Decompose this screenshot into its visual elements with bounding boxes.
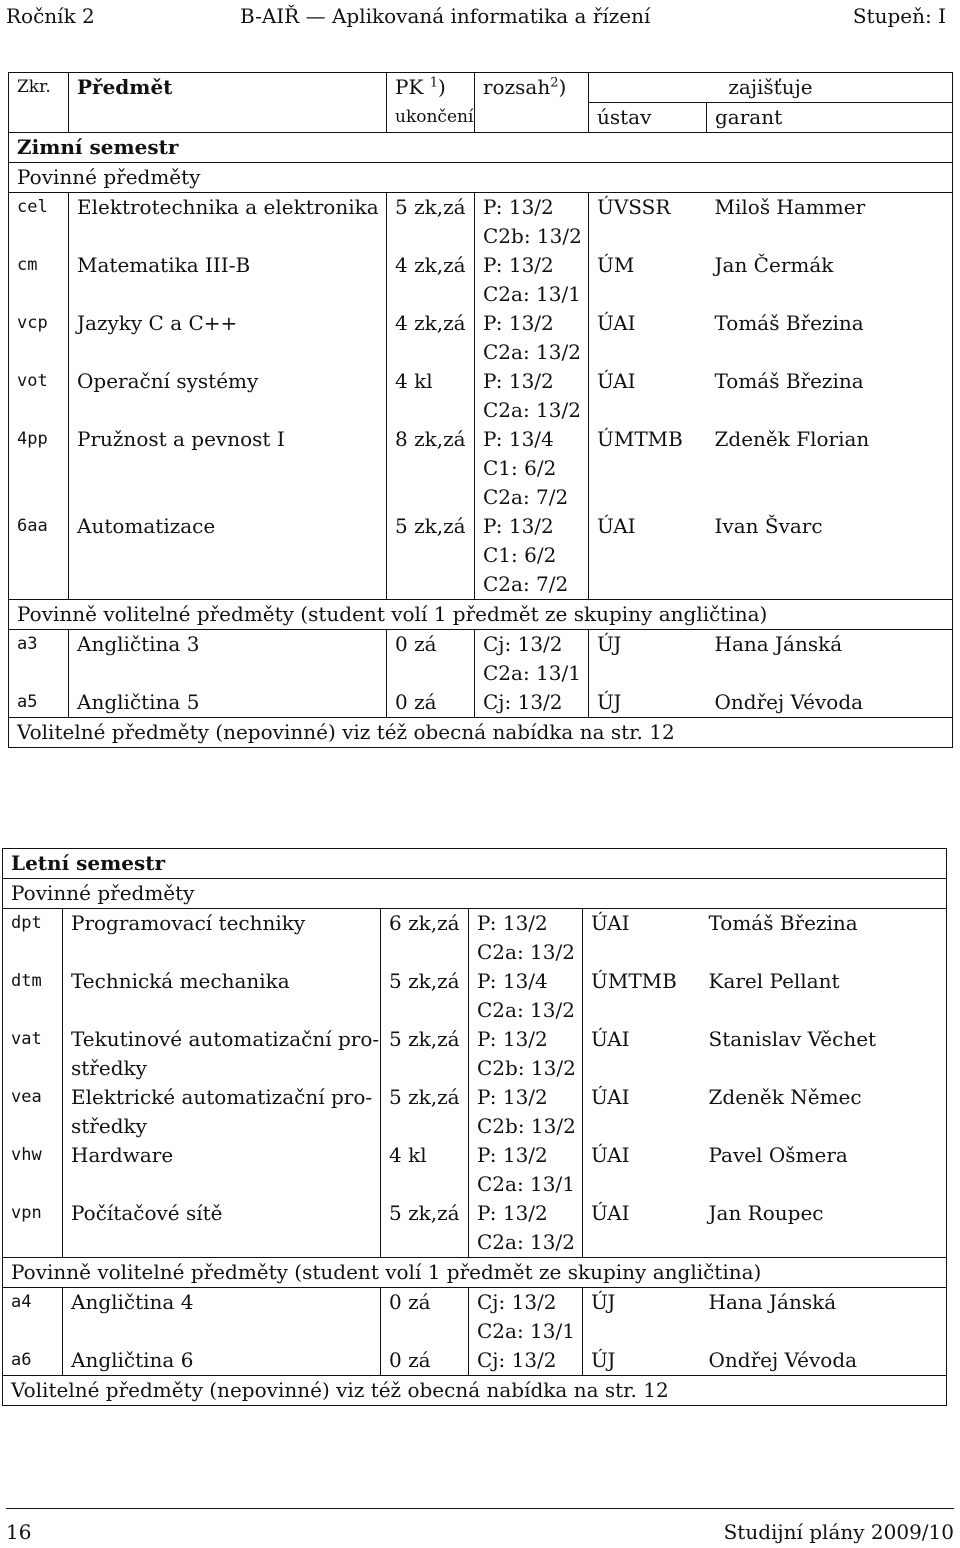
table-row	[9, 541, 953, 570]
course-ustav: ÚVSSR	[589, 193, 707, 223]
course-code-empty	[3, 938, 63, 967]
header-degree: Stupeň: I	[852, 4, 946, 28]
course-name: Tekutinové automatizační pro-	[71, 1027, 380, 1051]
course-name	[63, 1170, 381, 1199]
table-row	[9, 251, 953, 280]
col-rozsah: rozsah$^2$)	[475, 73, 589, 103]
course-pk: 5 zk,zá	[381, 1199, 469, 1228]
course-ustav	[589, 280, 707, 309]
course-ustav: ÚAI	[597, 369, 636, 393]
course-ustav	[583, 996, 701, 1025]
course-garant: Miloš Hammer	[707, 193, 953, 223]
course-garant	[707, 222, 953, 251]
course-garant: Ivan Švarc	[707, 512, 953, 541]
table-row	[9, 425, 953, 454]
course-rozsah: C2b: 13/2	[469, 1054, 583, 1083]
course-name	[69, 338, 387, 367]
table-row	[9, 659, 953, 688]
footer-rule	[6, 1508, 954, 1509]
course-pk: 6 zk,zá	[381, 909, 469, 939]
course-ustav: ÚAI	[583, 909, 701, 939]
course-name: středky	[71, 1056, 147, 1080]
course-code-empty	[9, 454, 69, 483]
course-code-empty	[9, 570, 69, 600]
course-name: Angličtina 3	[69, 630, 387, 660]
course-code: a4	[3, 1288, 63, 1318]
course-pk	[387, 541, 475, 570]
table-row	[9, 483, 953, 512]
course-ustav	[583, 1054, 701, 1083]
course-name: Angličtina 4	[63, 1288, 381, 1318]
course-ustav: ÚAI	[597, 311, 636, 335]
course-name: Technická mechanika	[71, 969, 290, 993]
course-rozsah: P: 13/2	[469, 1083, 583, 1112]
course-name	[63, 996, 381, 1025]
course-rozsah: C2b: 13/2	[469, 1112, 583, 1141]
course-code: vot	[9, 367, 69, 396]
summer-semester-table	[2, 848, 947, 1406]
course-name	[69, 570, 387, 600]
table-row	[3, 1083, 947, 1112]
table-row	[3, 1141, 947, 1170]
course-ustav: ÚAI	[591, 1201, 630, 1225]
course-rozsah: C2a: 7/2	[475, 570, 589, 600]
col-predmet: Předmět	[69, 73, 387, 103]
course-code: dtm	[3, 967, 63, 996]
course-ustav: ÚMTMB	[597, 427, 683, 451]
summer-mandatory-title: Povinné předměty	[3, 879, 947, 909]
course-garant: Tomáš Březina	[707, 309, 953, 338]
course-ustav	[583, 1112, 701, 1141]
course-ustav	[589, 659, 707, 688]
course-rozsah: C2a: 13/1	[475, 659, 589, 688]
course-garant	[701, 1170, 947, 1199]
course-rozsah: C1: 6/2	[475, 541, 589, 570]
course-code: cel	[9, 193, 69, 223]
course-name	[69, 541, 387, 570]
table-row	[3, 1228, 947, 1258]
course-name	[63, 1317, 381, 1346]
course-ustav	[583, 1317, 701, 1346]
course-name	[69, 483, 387, 512]
course-code: vea	[3, 1083, 63, 1112]
header-year: Ročník 2	[6, 4, 95, 28]
course-code-empty	[3, 1317, 63, 1346]
page-footer	[6, 1518, 954, 1548]
course-pk: 0 zá	[381, 1288, 469, 1318]
course-pk: 4 kl	[381, 1141, 469, 1170]
course-garant: Tomáš Březina	[701, 909, 947, 939]
course-garant	[707, 659, 953, 688]
course-code-empty	[9, 280, 69, 309]
course-ustav	[589, 454, 707, 483]
course-code: vcp	[9, 309, 69, 338]
course-pk: 8 zk,zá	[387, 425, 475, 454]
course-pk	[387, 454, 475, 483]
course-name	[69, 280, 387, 309]
course-ustav	[589, 541, 707, 570]
course-rozsah: P: 13/2	[475, 193, 589, 223]
course-garant: Zdeněk Němec	[701, 1083, 947, 1112]
course-pk: 5 zk,zá	[387, 193, 475, 223]
table-row	[3, 938, 947, 967]
col-ukonceni: ukončení	[387, 103, 475, 133]
course-rozsah: P: 13/2	[469, 1141, 583, 1170]
col-garant: garant	[707, 103, 953, 133]
col-pk: PK $^1$)	[387, 73, 475, 103]
winter-mandatory-title: Povinné předměty	[9, 163, 953, 193]
course-name: Operační systémy	[77, 369, 259, 393]
course-name	[63, 1228, 381, 1258]
table-row	[3, 909, 947, 939]
course-ustav	[589, 483, 707, 512]
course-pk: 5 zk,zá	[381, 1025, 469, 1054]
table-row	[3, 996, 947, 1025]
course-rozsah: C2a: 13/1	[469, 1170, 583, 1199]
course-pk	[381, 938, 469, 967]
course-garant	[707, 396, 953, 425]
course-garant	[701, 1228, 947, 1258]
course-code: 6aa	[9, 512, 69, 541]
course-pk	[381, 996, 469, 1025]
course-code-empty	[9, 483, 69, 512]
course-ustav: ÚMTMB	[591, 969, 677, 993]
course-garant: Jan Roupec	[701, 1199, 947, 1228]
course-ustav: ÚAI	[591, 1085, 630, 1109]
course-ustav: ÚJ	[589, 630, 707, 660]
table-row	[9, 396, 953, 425]
course-code: a6	[3, 1346, 63, 1376]
course-name: Hardware	[71, 1143, 174, 1167]
winter-semester-table	[8, 72, 953, 748]
course-pk	[387, 338, 475, 367]
course-pk	[387, 280, 475, 309]
summer-optional-note: Volitelné předměty (nepovinné) viz též obecná nabídka na str. 12	[3, 1376, 947, 1406]
course-code-empty	[9, 338, 69, 367]
table-row	[9, 512, 953, 541]
page-header	[6, 2, 946, 32]
course-garant	[707, 541, 953, 570]
course-ustav	[583, 1170, 701, 1199]
course-ustav: ÚAI	[597, 514, 636, 538]
course-rozsah: Cj: 13/2	[475, 688, 589, 718]
course-code-empty	[9, 222, 69, 251]
course-rozsah: C2a: 13/2	[475, 396, 589, 425]
course-name: středky	[71, 1114, 147, 1138]
course-name: Angličtina 6	[71, 1348, 194, 1372]
table-row	[9, 570, 953, 600]
course-garant	[707, 483, 953, 512]
course-rozsah: P: 13/4	[469, 967, 583, 996]
course-pk: 5 zk,zá	[387, 512, 475, 541]
course-name: Angličtina 5	[77, 690, 200, 714]
course-ustav: ÚM	[597, 253, 635, 277]
course-rozsah: P: 13/2	[475, 251, 589, 280]
course-rozsah: C2a: 7/2	[475, 483, 589, 512]
course-code-empty	[3, 996, 63, 1025]
course-garant	[701, 1112, 947, 1141]
course-garant: Ondřej Vévoda	[701, 1346, 947, 1376]
course-garant	[701, 996, 947, 1025]
course-pk	[387, 483, 475, 512]
course-rozsah: P: 13/4	[475, 425, 589, 454]
course-pk	[381, 1112, 469, 1141]
course-ustav	[589, 396, 707, 425]
course-rozsah: Cj: 13/2	[469, 1288, 583, 1318]
table-row	[3, 1199, 947, 1228]
course-rozsah: C2a: 13/1	[469, 1317, 583, 1346]
course-code: vhw	[3, 1141, 63, 1170]
course-rozsah: Cj: 13/2	[469, 1346, 583, 1376]
course-rozsah: P: 13/2	[469, 1199, 583, 1228]
course-code: dpt	[3, 909, 63, 939]
col-ustav: ústav	[589, 103, 707, 133]
course-pk	[387, 222, 475, 251]
course-rozsah: C2a: 13/1	[475, 280, 589, 309]
course-name: Elektrické automatizační pro-	[71, 1085, 373, 1109]
table-row	[3, 1346, 947, 1376]
winter-title: Zimní semestr	[9, 133, 953, 163]
course-name	[69, 396, 387, 425]
course-pk	[387, 570, 475, 600]
course-garant	[707, 338, 953, 367]
header-program: B-AIŘ — Aplikovaná informatika a řízení	[240, 4, 651, 28]
course-garant	[701, 938, 947, 967]
course-rozsah: C2a: 13/2	[475, 338, 589, 367]
table-row	[3, 1054, 947, 1083]
course-garant	[701, 1054, 947, 1083]
course-code-empty	[9, 659, 69, 688]
course-rozsah: P: 13/2	[475, 367, 589, 396]
table-row	[9, 338, 953, 367]
table-row	[9, 367, 953, 396]
table-row	[9, 454, 953, 483]
footer-title: Studijní plány 2009/10	[723, 1520, 954, 1544]
course-garant: Zdeněk Florian	[707, 425, 953, 454]
course-pk: 5 zk,zá	[381, 1083, 469, 1112]
course-garant: Hana Jánská	[701, 1288, 947, 1318]
course-pk: 0 zá	[387, 688, 475, 718]
course-garant: Karel Pellant	[701, 967, 947, 996]
course-pk	[387, 396, 475, 425]
course-name	[63, 938, 381, 967]
course-code: vat	[3, 1025, 63, 1054]
page-number: 16	[6, 1520, 32, 1544]
course-rozsah: P: 13/2	[475, 512, 589, 541]
summer-elective-title: Povinně volitelné předměty (student volí 1 předmět ze skupiny angličtina)	[3, 1258, 947, 1288]
course-pk: 4 kl	[387, 367, 475, 396]
course-rozsah: C2a: 13/2	[469, 938, 583, 967]
course-garant	[707, 570, 953, 600]
course-pk	[381, 1054, 469, 1083]
course-code: a3	[9, 630, 69, 660]
table-row	[3, 1112, 947, 1141]
summer-title: Letní semestr	[3, 849, 947, 879]
course-ustav: ÚAI	[591, 1143, 630, 1167]
course-code-empty	[3, 1228, 63, 1258]
course-garant: Stanislav Věchet	[701, 1025, 947, 1054]
course-rozsah: C2a: 13/2	[469, 996, 583, 1025]
course-rozsah: P: 13/2	[469, 909, 583, 939]
course-ustav: ÚJ	[583, 1288, 701, 1318]
table-row	[9, 688, 953, 718]
course-ustav: ÚJ	[591, 1348, 616, 1372]
course-pk: 4 zk,zá	[387, 309, 475, 338]
course-rozsah: C2b: 13/2	[475, 222, 589, 251]
course-garant: Ondřej Vévoda	[707, 688, 953, 718]
course-ustav	[589, 222, 707, 251]
course-pk	[381, 1317, 469, 1346]
course-name: Jazyky C a C++	[77, 311, 238, 335]
course-pk: 0 zá	[387, 630, 475, 660]
table-row	[3, 1288, 947, 1318]
course-garant: Hana Jánská	[707, 630, 953, 660]
course-ustav	[589, 338, 707, 367]
course-rozsah: P: 13/2	[469, 1025, 583, 1054]
course-name: Počítačové sítě	[71, 1201, 223, 1225]
course-code-empty	[9, 541, 69, 570]
course-code: 4pp	[9, 425, 69, 454]
table-row	[9, 222, 953, 251]
table-row	[9, 630, 953, 660]
course-garant: Jan Čermák	[707, 251, 953, 280]
course-code-empty	[9, 396, 69, 425]
course-pk: 0 zá	[381, 1346, 469, 1376]
table-row	[9, 193, 953, 223]
table-row	[9, 280, 953, 309]
course-name: Matematika III-B	[77, 253, 251, 277]
col-zkr: Zkr.	[9, 73, 69, 103]
course-ustav	[583, 1228, 701, 1258]
course-name	[69, 222, 387, 251]
course-pk	[381, 1170, 469, 1199]
course-name	[69, 659, 387, 688]
course-name: Pružnost a pevnost I	[77, 427, 285, 451]
course-name: Automatizace	[77, 514, 216, 538]
course-code-empty	[3, 1112, 63, 1141]
course-pk	[381, 1228, 469, 1258]
course-ustav: ÚAI	[591, 1027, 630, 1051]
table-row	[3, 967, 947, 996]
course-pk: 5 zk,zá	[381, 967, 469, 996]
course-code-empty	[3, 1054, 63, 1083]
winter-optional-note: Volitelné předměty (nepovinné) viz též obecná nabídka na str. 12	[9, 718, 953, 748]
course-name	[69, 454, 387, 483]
table-row	[9, 309, 953, 338]
course-ustav: ÚJ	[597, 690, 622, 714]
course-garant: Tomáš Březina	[707, 367, 953, 396]
table-row	[3, 1025, 947, 1054]
course-rozsah: Cj: 13/2	[475, 630, 589, 660]
course-ustav	[583, 938, 701, 967]
col-zajistuje: zajišťuje	[589, 73, 953, 103]
table-row	[3, 1170, 947, 1199]
course-rozsah: C1: 6/2	[475, 454, 589, 483]
course-ustav	[589, 570, 707, 600]
course-garant	[707, 280, 953, 309]
table-row	[3, 1317, 947, 1346]
course-garant	[707, 454, 953, 483]
course-garant: Pavel Ošmera	[701, 1141, 947, 1170]
course-pk: 4 zk,zá	[387, 251, 475, 280]
course-rozsah: C2a: 13/2	[469, 1228, 583, 1258]
course-pk	[387, 659, 475, 688]
course-code: cm	[9, 251, 69, 280]
course-name: Programovací techniky	[63, 909, 381, 939]
winter-elective-title: Povinně volitelné předměty (student volí 1 předmět ze skupiny angličtina)	[9, 600, 953, 630]
course-garant	[701, 1317, 947, 1346]
course-name: Elektrotechnika a elektronika	[69, 193, 387, 223]
course-code: vpn	[3, 1199, 63, 1228]
course-code-empty	[3, 1170, 63, 1199]
course-code: a5	[9, 688, 69, 718]
course-rozsah: P: 13/2	[475, 309, 589, 338]
